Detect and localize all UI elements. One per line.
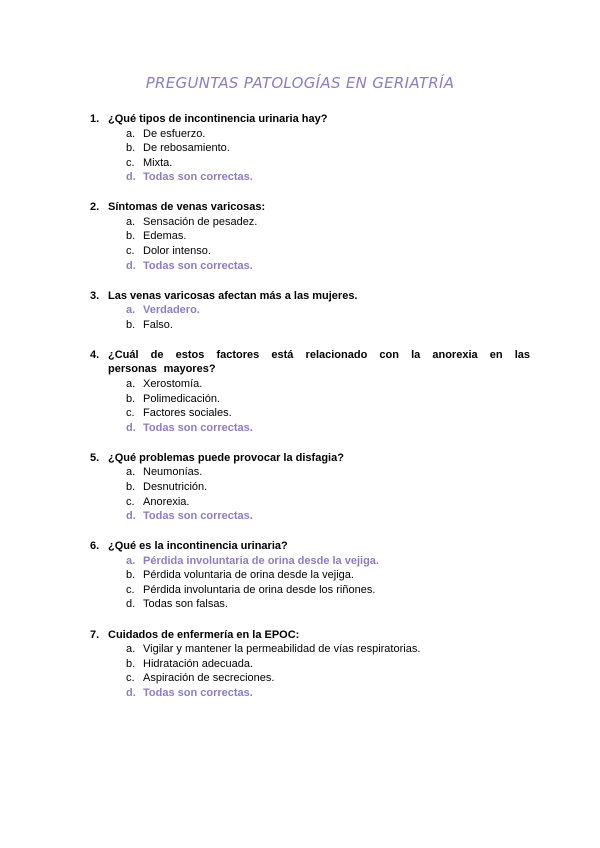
option-letter: d.	[126, 510, 136, 523]
question-text: Síntomas de venas varicosas:	[108, 201, 266, 214]
option	[126, 215, 530, 230]
correct-option	[126, 303, 530, 318]
option-letter: a.	[126, 643, 136, 656]
option-text: Pérdida involuntaria de orina desde los riñones.	[143, 583, 376, 596]
option-letter: d.	[126, 259, 136, 272]
option	[126, 671, 530, 686]
question-text: Las venas varicosas afectan más a las mujeres.	[108, 289, 358, 302]
question-text: ¿Qué es la incontinencia urinaria?	[108, 540, 288, 553]
option-text: Xerostomía.	[143, 377, 203, 390]
option-text: Sensación de pesadez.	[143, 215, 258, 228]
option-letter: c.	[126, 407, 135, 420]
option	[126, 392, 530, 407]
question-heading	[90, 112, 530, 127]
option-letter: c.	[126, 245, 135, 258]
question-heading	[90, 289, 530, 304]
option	[126, 583, 530, 598]
option	[126, 465, 530, 480]
option-text: Falso.	[143, 318, 173, 331]
option-text: Dolor intenso.	[143, 245, 211, 258]
question-list	[90, 112, 530, 716]
option-text: De esfuerzo.	[143, 127, 206, 140]
option-text: Aspiración de secreciones.	[143, 672, 275, 685]
option	[126, 141, 530, 156]
option-list	[90, 642, 530, 700]
question-text: ¿Cuál de estos factores está relacionado con la anorexia en las personas mayores?	[108, 348, 530, 376]
option-letter: a.	[126, 377, 136, 390]
question-number: 4.	[90, 348, 100, 361]
option-letter: c.	[126, 672, 135, 685]
option-text: Verdadero.	[143, 304, 200, 317]
question-heading	[90, 539, 530, 554]
question-4	[90, 348, 530, 435]
option-text: Pérdida involuntaria de orina desde la vejiga.	[143, 554, 379, 567]
option	[126, 406, 530, 421]
question-text: Cuidados de enfermería en la EPOC:	[108, 628, 300, 641]
option-list	[90, 215, 530, 273]
option-text: Hidratación adecuada.	[143, 657, 254, 670]
option	[126, 495, 530, 510]
option-letter: d.	[126, 686, 136, 699]
option-letter: b.	[126, 569, 136, 582]
question-1	[90, 112, 530, 185]
correct-option	[126, 686, 530, 701]
question-heading	[90, 628, 530, 643]
option-text: Mixta.	[143, 156, 173, 169]
option	[126, 597, 530, 612]
option-letter: c.	[126, 156, 135, 169]
option	[126, 156, 530, 171]
question-7	[90, 628, 530, 701]
option-letter: b.	[126, 318, 136, 331]
question-number: 1.	[90, 113, 100, 125]
option-text: Neumonías.	[143, 466, 203, 479]
option-list	[90, 303, 530, 332]
option-text: De rebosamiento.	[143, 142, 230, 155]
option-text: Desnutrición.	[143, 480, 208, 493]
option-list	[90, 377, 530, 435]
correct-option	[126, 421, 530, 436]
option-letter: a.	[126, 466, 136, 479]
option-letter: d.	[126, 598, 136, 611]
option	[126, 318, 530, 333]
option-text: Todas son correctas.	[143, 510, 253, 523]
option-letter: c.	[126, 583, 135, 596]
option-list	[90, 465, 530, 523]
option-letter: b.	[126, 230, 136, 243]
option	[126, 244, 530, 259]
option-text: Pérdida voluntaria de orina desde la vejiga.	[143, 569, 354, 582]
option-letter: b.	[126, 392, 136, 405]
option	[126, 568, 530, 583]
correct-option	[126, 170, 530, 185]
option-letter: b.	[126, 480, 136, 493]
option-text: Polimedicación.	[143, 392, 221, 405]
question-3	[90, 289, 530, 333]
option-letter: b.	[126, 657, 136, 670]
question-2	[90, 200, 530, 273]
question-number: 7.	[90, 628, 100, 641]
question-6	[90, 539, 530, 612]
option-letter: b.	[126, 142, 136, 155]
page-title: PREGUNTAS PATOLOGÍAS EN GERIATRÍA	[145, 74, 455, 92]
option-letter: a.	[126, 304, 136, 317]
correct-option	[126, 509, 530, 524]
question-number: 5.	[90, 451, 100, 464]
option-letter: a.	[126, 554, 136, 567]
option-letter: d.	[126, 171, 136, 184]
question-number: 6.	[90, 540, 100, 553]
option-list	[90, 127, 530, 185]
question-number: 2.	[90, 201, 100, 214]
option	[126, 642, 530, 657]
option-text: Todas son falsas.	[143, 598, 228, 611]
option-letter: a.	[126, 127, 136, 140]
option-letter: c.	[126, 495, 135, 508]
option	[126, 229, 530, 244]
option-text: Edemas.	[143, 230, 187, 243]
option	[126, 127, 530, 142]
option	[126, 657, 530, 672]
question-5	[90, 451, 530, 524]
question-number: 3.	[90, 289, 100, 302]
option-text: Vigilar y mantener la permeabilidad de vías respiratorias.	[143, 643, 421, 656]
option-letter: d.	[126, 421, 136, 434]
option-text: Todas son correctas.	[143, 686, 253, 699]
option-letter: a.	[126, 215, 136, 228]
option-text: Todas son correctas.	[143, 421, 253, 434]
question-heading	[90, 451, 530, 466]
option-list	[90, 554, 530, 612]
option	[126, 480, 530, 495]
option-text: Todas son correctas.	[143, 259, 253, 272]
option-text: Anorexia.	[143, 495, 190, 508]
correct-option	[126, 259, 530, 274]
question-text: ¿Qué problemas puede provocar la disfagia?	[108, 451, 344, 464]
option-text: Todas son correctas.	[143, 171, 253, 184]
question-heading	[90, 348, 530, 377]
option	[126, 377, 530, 392]
option-text: Factores sociales.	[143, 407, 232, 420]
correct-option	[126, 554, 530, 569]
question-heading	[90, 200, 530, 215]
question-text: ¿Qué tipos de incontinencia urinaria hay?	[108, 113, 328, 125]
